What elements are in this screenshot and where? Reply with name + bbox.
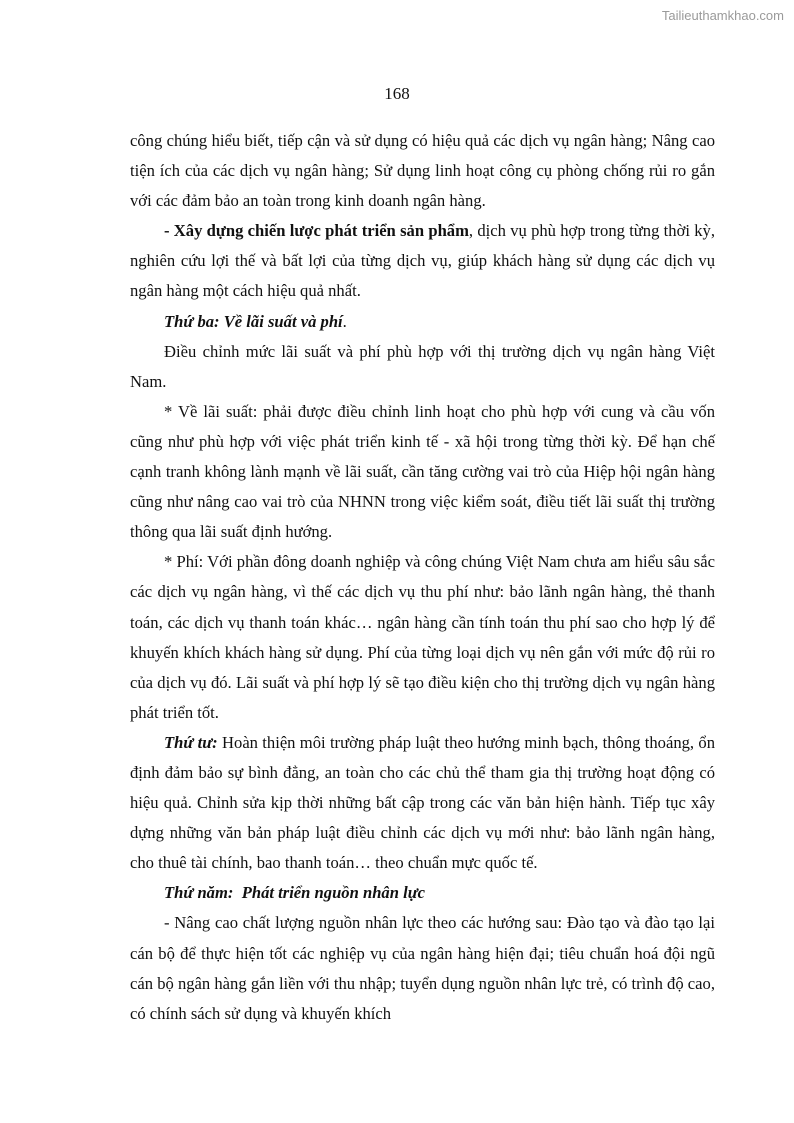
paragraph-7-text: Hoàn thiện môi trường pháp luật theo hướng minh bạch, thông thoáng, ổn định đảm bảo sự bình đẳng, an toàn cho các chủ thể tham gia thị trường hoạt động có hiệu quả. Chỉnh sửa kịp thời những bất cập trong các văn bản hiện hành. Tiếp tục xây dựng những văn bản pháp luật điều chỉnh các dịch vụ mới như: bảo lãnh ngân hàng, cho thuê tài chính, bao thanh toán… theo chuẩn mực quốc tế. (130, 732, 715, 873)
paragraph-4: Điều chỉnh mức lãi suất và phí phù hợp với thị trường dịch vụ ngân hàng Việt Nam. (130, 341, 715, 391)
paragraph-7-heading: Thứ tư: (164, 732, 218, 752)
paragraph-2 (130, 216, 715, 306)
paragraph-5: * Về lãi suất: phải được điều chỉnh linh hoạt cho phù hợp với cung và cầu vốn cũng như phù hợp với việc phát triển kinh tế - xã hội trong từng thời kỳ. Để hạn chế cạnh tranh không lành mạnh về lãi suất, cần tăng cường vai trò của Hiệp hội ngân hàng cũng như nâng cao vai trò của NHNN trong việc kiểm soát, điều tiết lãi suất thị trường thông qua lãi suất định hướng. (130, 401, 715, 542)
paragraph-2-text: , dịch vụ phù hợp trong từng thời kỳ, nghiên cứu lợi thế và bất lợi của từng dịch vụ, giúp khách hàng sử dụng các dịch vụ ngân hàng một cách hiệu quả nhất. (130, 221, 715, 301)
page-number: 168 (384, 84, 410, 103)
paragraph-2-bold-lead: - Xây dựng chiến lược phát triển sản phẩm (164, 221, 469, 241)
section-heading-3-text: Thứ ba: Về lãi suất và phí (164, 311, 343, 331)
paragraph-6: * Phí: Với phần đông doanh nghiệp và công chúng Việt Nam chưa am hiểu sâu sắc các dịch vụ ngân hàng, vì thế các dịch vụ thu phí như: bảo lãnh ngân hàng, thẻ thanh toán, các dịch vụ thanh toán khác… ngân hàng cần tính toán thu phí sao cho hợp lý để khuyến khích khách hàng sử dụng. Phí của từng loại dịch vụ nên gắn với mức độ rủi ro của dịch vụ đó. Lãi suất và phí hợp lý sẽ tạo điều kiện cho thị trường dịch vụ ngân hàng phát triển tốt. (130, 552, 715, 722)
watermark: Tailieuthamkhao.com (661, 8, 784, 23)
paragraph-1: công chúng hiểu biết, tiếp cận và sử dụng có hiệu quả các dịch vụ ngân hàng; Nâng cao tiện ích của các dịch vụ ngân hàng; Sử dụng linh hoạt công cụ phòng chống rủi ro gắn với các đảm bảo an toàn trong kinh doanh ngân hàng. (130, 131, 715, 211)
section-heading-3 (130, 307, 715, 337)
document-body (130, 126, 715, 1029)
section-heading-3-tail: . (342, 311, 347, 331)
paragraph-9: - Nâng cao chất lượng nguồn nhân lực theo các hướng sau: Đào tạo và đào tạo lại cán bộ để thực hiện tốt các nghiệp vụ của ngân hàng hiện đại; tiêu chuẩn hoá đội ngũ cán bộ ngân hàng gắn liền với thu nhập; tuyển dụng nguồn nhân lực trẻ, có trình độ cao, có chính sách sử dụng và khuyến khích (130, 913, 715, 1023)
section-heading-5: Thứ năm: Phát triển nguồn nhân lực (164, 883, 426, 903)
paragraph-7 (130, 728, 715, 878)
